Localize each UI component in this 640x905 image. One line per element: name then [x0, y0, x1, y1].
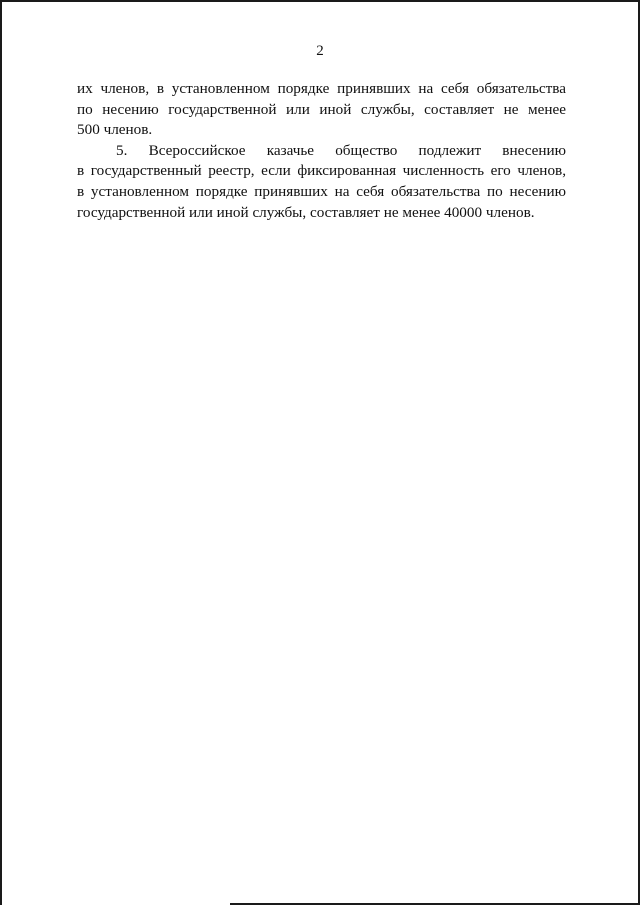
text-line: в установленном порядке принявших на себя обязательства по несению [77, 182, 566, 200]
text-line: государственной или иной службы, составляет не менее 40000 членов. [77, 203, 535, 221]
paragraph-continuation [77, 79, 566, 141]
scan-border-top [0, 0, 640, 2]
text-line: по несению государственной или иной службы, составляет не менее [77, 100, 566, 118]
document-body [77, 79, 566, 223]
text-line: их членов, в установленном порядке принявших на себя обязательства [77, 80, 566, 97]
text-line: 5. Всероссийское казачье общество подлежит внесению [116, 141, 566, 159]
paragraph-item-5 [77, 141, 566, 223]
text-line: 500 членов. [77, 121, 153, 139]
text-line: в государственный реестр, если фиксированная численность его членов, [77, 162, 566, 180]
page-number: 2 [316, 43, 324, 59]
scan-border-left [0, 0, 2, 905]
